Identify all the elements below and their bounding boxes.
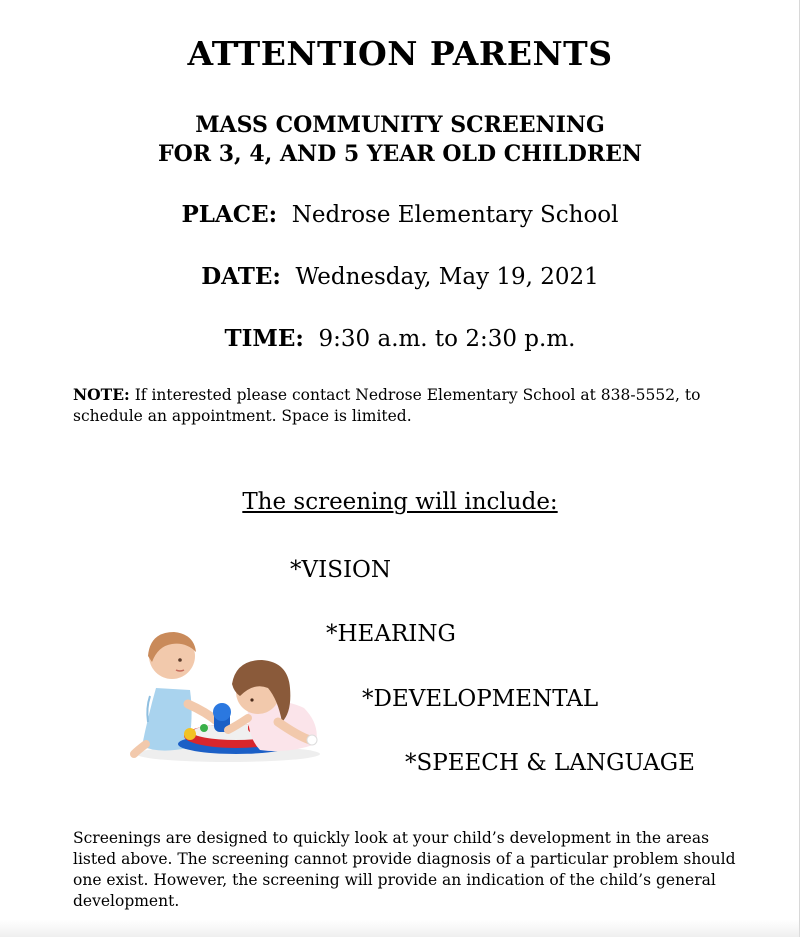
include-item-developmental: *DEVELOPMENTAL [362, 686, 599, 712]
note-text: If interested please contact Nedrose Elementary School at 838-5552, to schedule an appointment. Space is limited. [73, 386, 701, 425]
include-item-vision: *VISION [290, 557, 392, 583]
page-title: ATTENTION PARENTS [187, 34, 613, 73]
place-label: PLACE: [181, 201, 278, 228]
date-label: DATE: [201, 263, 281, 290]
includes-heading-text: The screening will include: [242, 489, 558, 515]
children-playing-illustration [128, 626, 328, 766]
note-paragraph [73, 384, 723, 427]
time-line [0, 325, 800, 352]
subtitle-line-2: FOR 3, 4, AND 5 YEAR OLD CHILDREN [157, 141, 642, 167]
include-item-speech-language: *SPEECH & LANGUAGE [405, 750, 695, 776]
date-value: Wednesday, May 19, 2021 [295, 264, 599, 290]
place-line [0, 201, 800, 228]
subtitle-line-1: MASS COMMUNITY SCREENING [195, 112, 605, 138]
date-line [0, 263, 800, 290]
include-item-hearing: *HEARING [326, 621, 456, 647]
includes-heading [0, 489, 800, 515]
place-value: Nedrose Elementary School [291, 202, 619, 228]
page-bottom-shadow [0, 920, 800, 937]
time-value: 9:30 a.m. to 2:30 p.m. [318, 326, 576, 352]
time-label: TIME: [224, 325, 304, 352]
footer-paragraph: Screenings are designed to quickly look at your child’s development in the areas listed above. The screening cannot provide diagnosis of a particular problem should one exist. However, the screening will provide an indication of the child’s general development. [73, 829, 736, 910]
note-label: NOTE: [73, 385, 130, 404]
